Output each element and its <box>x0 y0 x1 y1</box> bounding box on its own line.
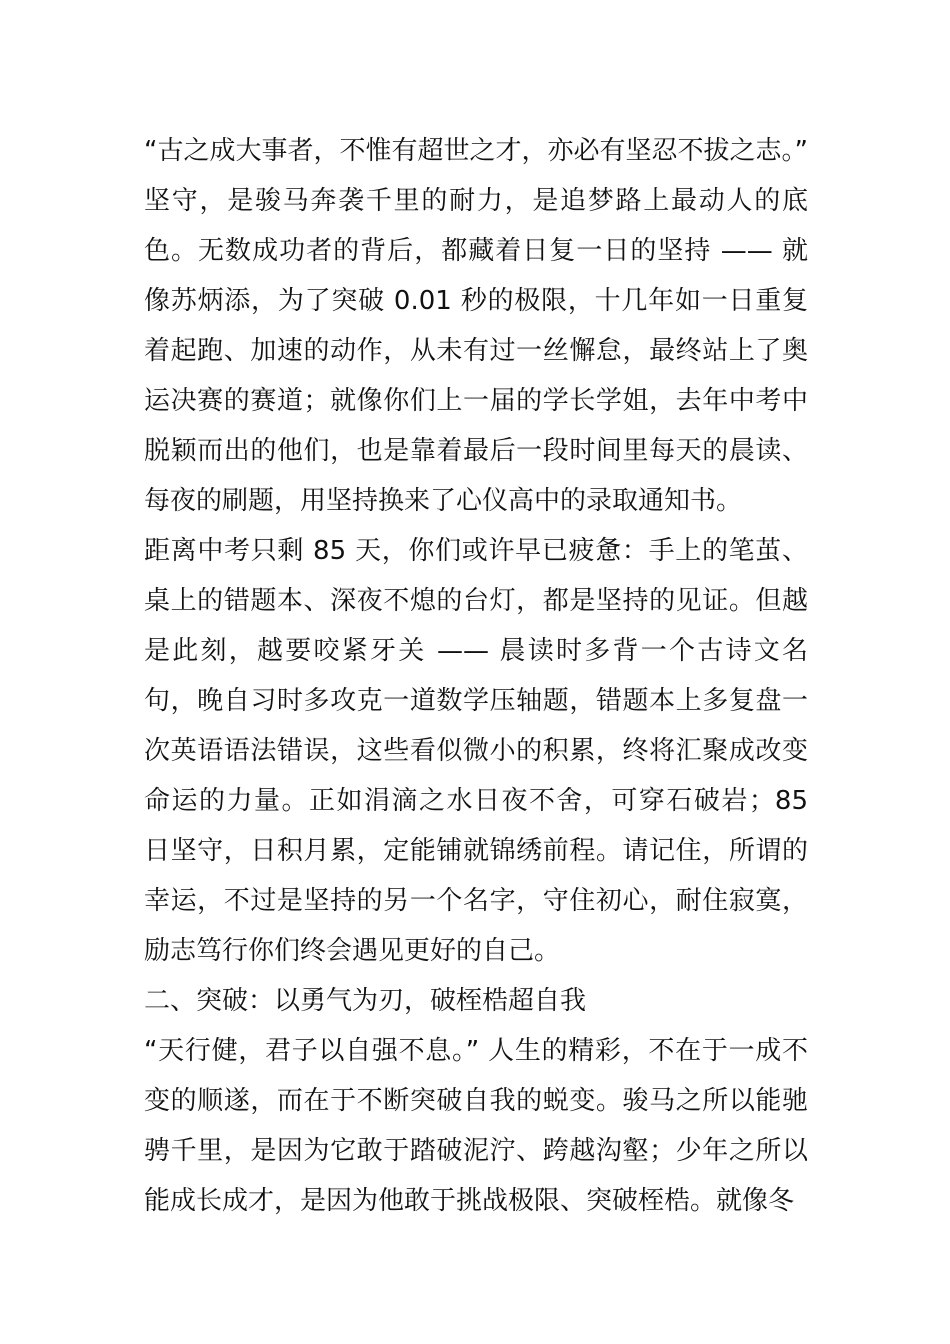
paragraph-breakthrough-intro: “天行健，君子以自强不息。” 人生的精彩，不在于一成不变的顺遂，而在于不断突破自我的蜕变。骏马之所以能驰骋千里，是因为它敢于踏破泥泞、跨越沟壑；少年之所以能成长成才，是因为他敢于挑战极限、突破桎梏。就像冬 <box>144 1036 808 1216</box>
paragraph-exam-countdown: 距离中考只剩 85 天，你们或许早已疲惫：手上的笔茧、桌上的错题本、深夜不熄的台灯，都是坚持的见证。但越是此刻，越要咬紧牙关 —— 晨读时多背一个古诗文名句，晚自习时多攻克一道数学压轴题，错题本上多复盘一次英语语法错误，这些看似微小的积累，终将汇聚成改变命运的力量。正如涓滴之水日夜不舍，可穿石破岩；85 日坚守，日积月累，定能铺就锦绣前程。请记住，所谓的幸运，不过是坚持的另一个名字，守住初心，耐住寂寞，励志笃行你们终会遇见更好的自己。 <box>144 536 808 966</box>
document-body <box>144 126 808 1226</box>
section-heading-breakthrough: 二、突破：以勇气为刃，破桎梏超自我 <box>144 986 587 1016</box>
paragraph-perseverance-intro: “古之成大事者，不惟有超世之才，亦必有坚忍不拔之志。” 坚守，是骏马奔袭千里的耐力，是追梦路上最动人的底色。无数成功者的背后，都藏着日复一日的坚持 —— 就像苏炳添，为了突破 0.01 秒的极限，十几年如一日重复着起跑、加速的动作，从未有过一丝懈怠，最终站上了奥运决赛的赛道；就像你们上一届的学长学姐，去年中考中脱颖而出的他们，也是靠着最后一段时间里每天的晨读、每夜的刷题，用坚持换来了心仪高中的录取通知书。 <box>144 136 808 516</box>
